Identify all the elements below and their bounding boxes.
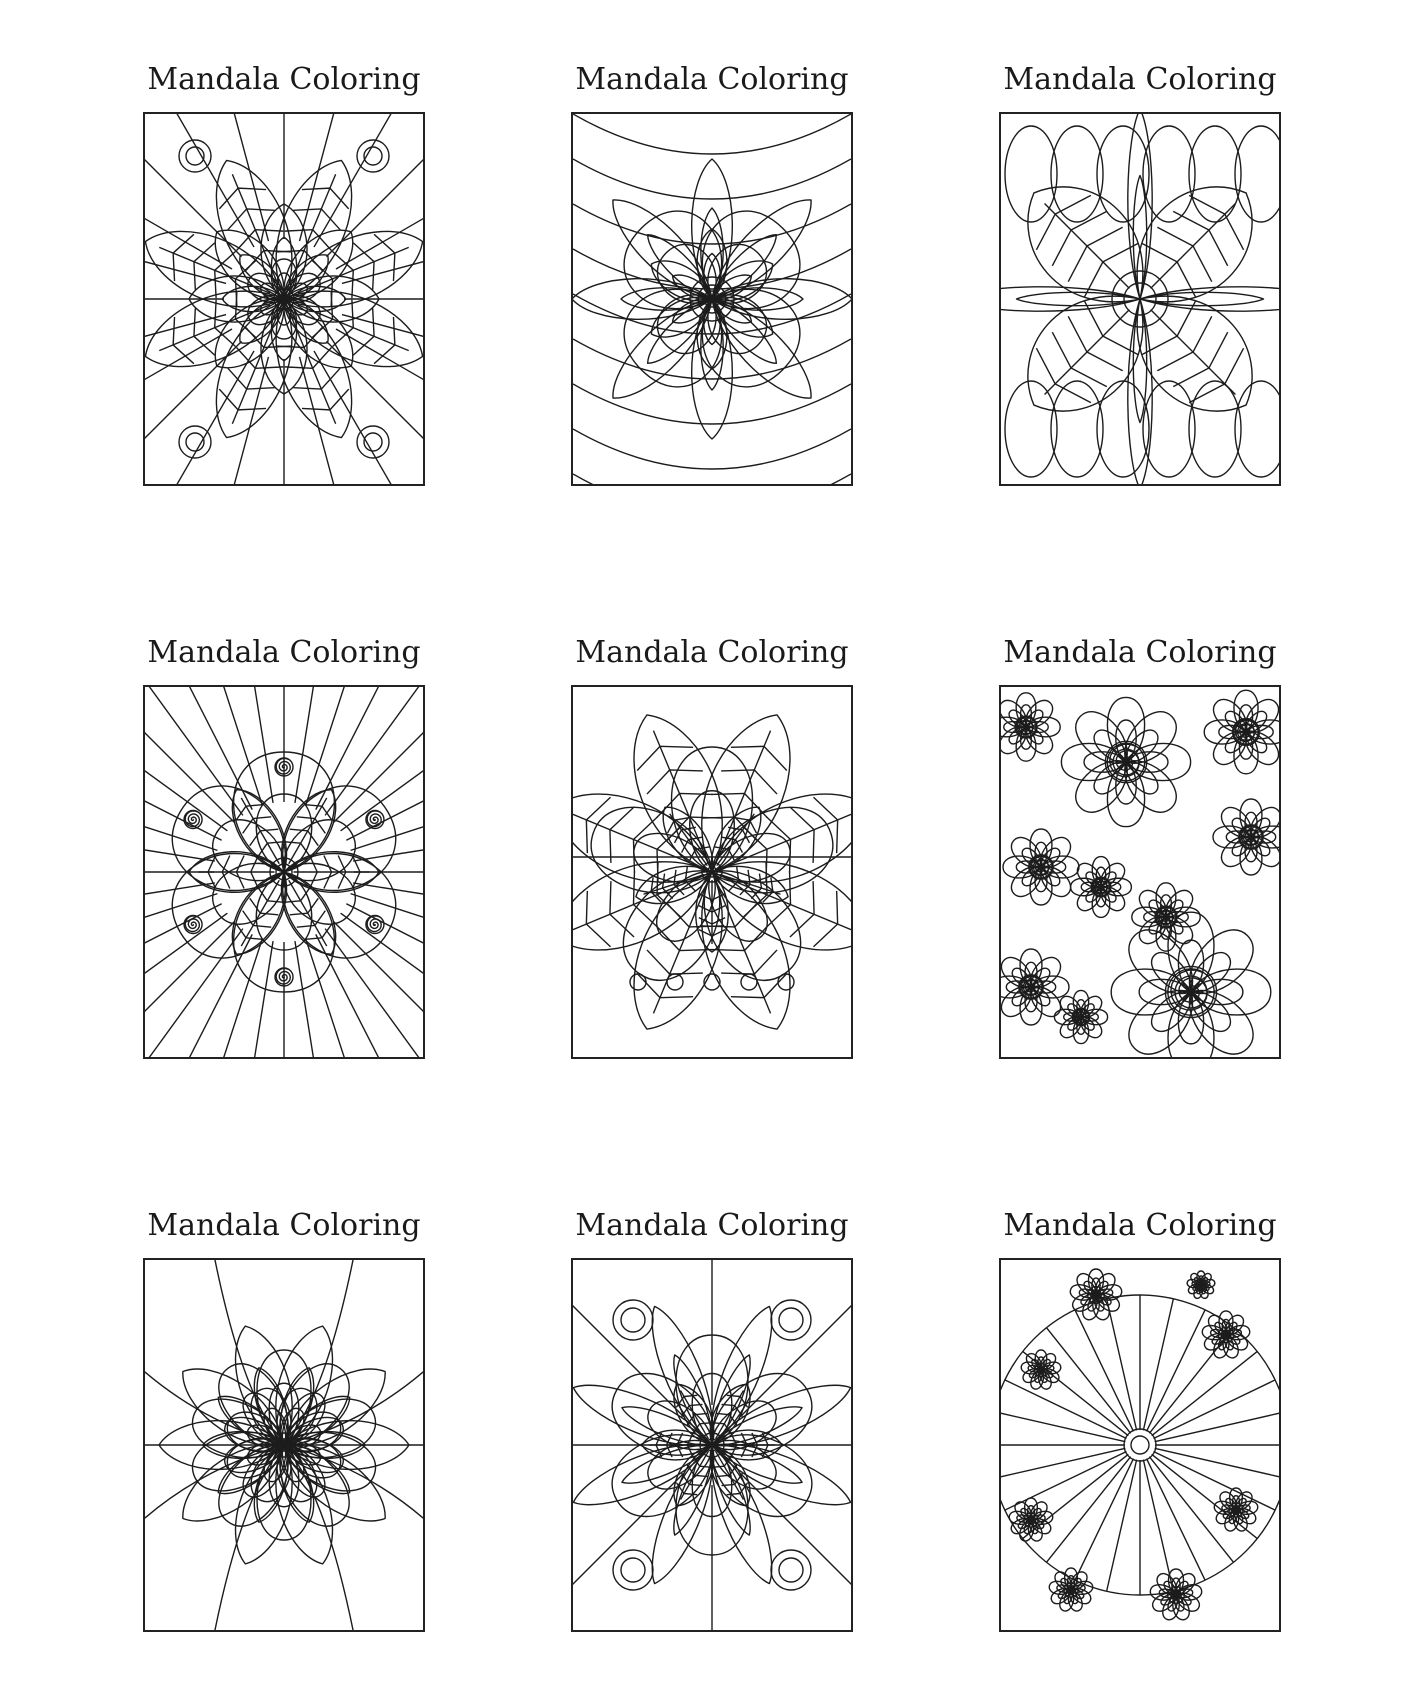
page-title: Mandala Coloring: [1003, 635, 1277, 670]
mandala-illustration: [999, 1258, 1281, 1632]
coloring-page-card: [567, 58, 857, 102]
mandala-illustration: [143, 1258, 425, 1632]
mandala-line-art: [1001, 687, 1279, 1057]
mandala-line-art: [1001, 114, 1279, 484]
coloring-page-card: [139, 631, 429, 675]
mandala-line-art: [1001, 1260, 1279, 1630]
coloring-page-card: [567, 631, 857, 675]
page-title: Mandala Coloring: [1003, 62, 1277, 97]
mandala-line-art: [573, 1260, 851, 1630]
mandala-illustration: [571, 1258, 853, 1632]
page-title: Mandala Coloring: [147, 635, 421, 670]
mandala-line-art: [145, 1260, 423, 1630]
page-title: Mandala Coloring: [147, 1208, 421, 1243]
mandala-line-art: [573, 687, 851, 1057]
coloring-page-card: [139, 58, 429, 102]
coloring-page-card: [567, 1204, 857, 1248]
mandala-illustration: [999, 685, 1281, 1059]
mandala-line-art: [145, 114, 423, 484]
page-title: Mandala Coloring: [147, 62, 421, 97]
page-title: Mandala Coloring: [1003, 1208, 1277, 1243]
coloring-page-card: [995, 58, 1285, 102]
page-title: Mandala Coloring: [575, 635, 849, 670]
page-title: Mandala Coloring: [575, 62, 849, 97]
coloring-page-card: [995, 631, 1285, 675]
mandala-illustration: [999, 112, 1281, 486]
mandala-line-art: [573, 114, 851, 484]
page-title: Mandala Coloring: [575, 1208, 849, 1243]
coloring-page-card: [139, 1204, 429, 1248]
mandala-illustration: [571, 685, 853, 1059]
mandala-line-art: [145, 687, 423, 1057]
mandala-illustration: [571, 112, 853, 486]
mandala-illustration: [143, 685, 425, 1059]
mandala-illustration: [143, 112, 425, 486]
coloring-page-card: [995, 1204, 1285, 1248]
